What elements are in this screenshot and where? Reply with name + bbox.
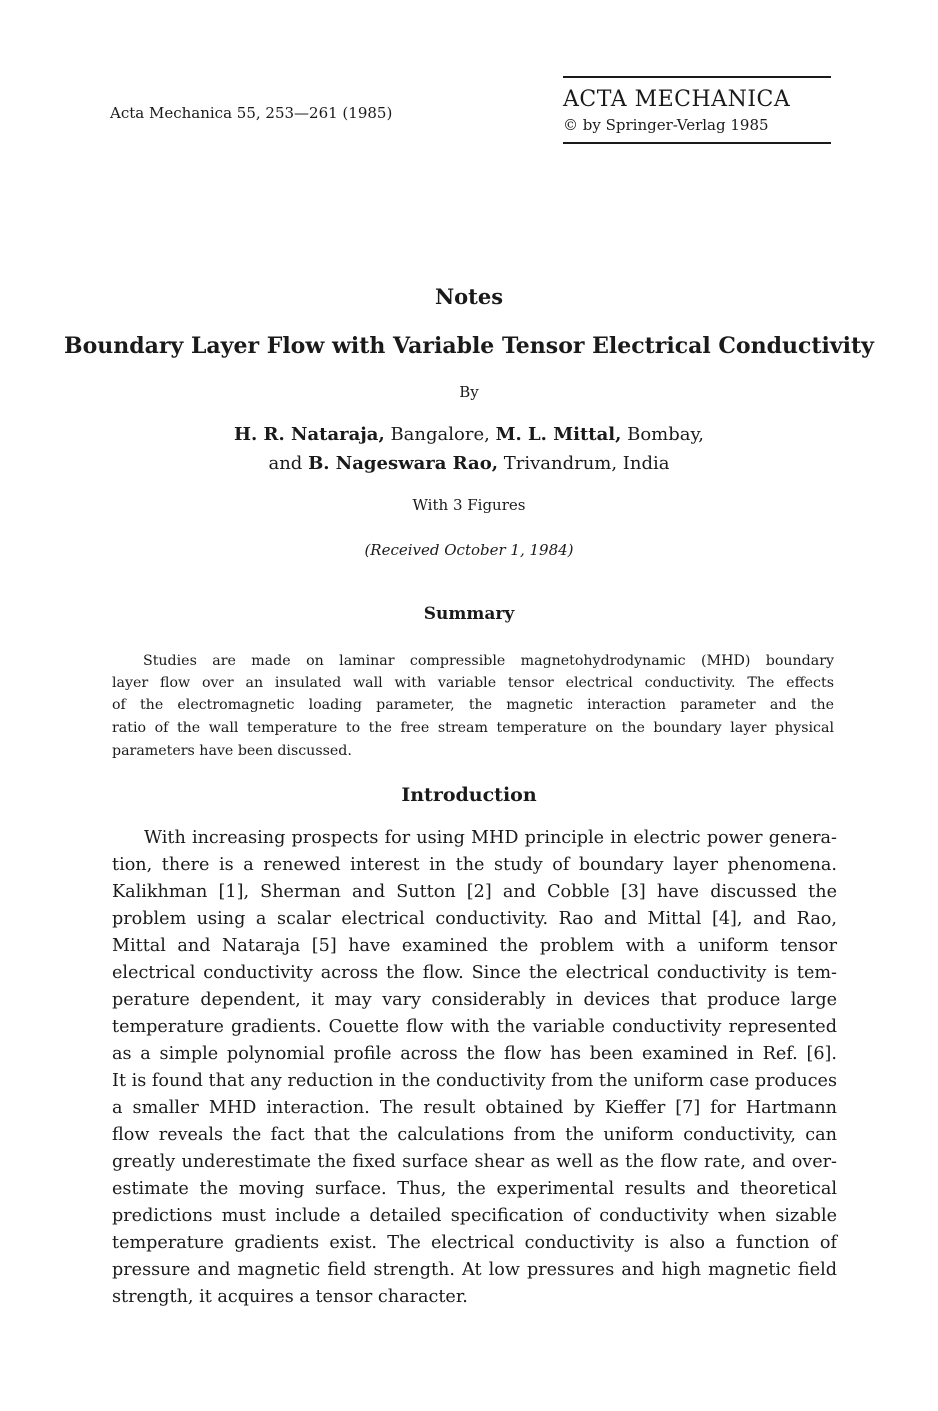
copyright-line: © by Springer-Verlag 1985: [563, 116, 769, 134]
summary-line: layer flow over an insulated wall with variable tensor electrical conductivity. The effects: [112, 675, 834, 691]
intro-line: temperature gradients. Couette flow with the variable conductivity represented: [112, 1017, 837, 1037]
journal-reference: Acta Mechanica 55, 253—261 (1985): [110, 104, 393, 122]
intro-line: electrical conductivity across the flow. Since the electrical conductivity is tem-: [112, 963, 837, 983]
intro-line: estimate the moving surface. Thus, the experimental results and theoretical: [112, 1179, 837, 1199]
section-label: Notes: [434, 284, 504, 309]
intro-line: Kalikhman [1], Sherman and Sutton [2] and Cobble [3] have discussed the: [112, 882, 837, 902]
introduction-heading: Introduction: [401, 784, 537, 806]
summary-line: ratio of the wall temperature to the free stream temperature on the boundary layer physical: [112, 720, 834, 736]
intro-line: problem using a scalar electrical conductivity. Rao and Mittal [4], and Rao,: [112, 909, 837, 929]
intro-line: flow reveals the fact that the calculations from the uniform conductivity, can: [112, 1125, 837, 1145]
intro-line: Mittal and Nataraja [5] have examined the problem with a uniform tensor: [112, 936, 837, 956]
intro-line: strength, it acquires a tensor character.: [112, 1287, 468, 1307]
masthead-bottom-rule: [563, 142, 831, 144]
author-place: Bangalore,: [384, 424, 496, 445]
intro-line: pressure and magnetic field strength. At low pressures and high magnetic field: [112, 1260, 837, 1280]
byline-label: By: [459, 383, 479, 401]
intro-line: predictions must include a detailed specification of conductivity when sizable: [112, 1206, 837, 1226]
intro-line: greatly underestimate the fixed surface shear as well as the flow rate, and over-: [112, 1152, 837, 1172]
summary-line: Studies are made on laminar compressible magnetohydrodynamic (MHD) boundary: [143, 653, 834, 669]
figures-note: With 3 Figures: [412, 496, 526, 514]
journal-name: ACTA MECHANICA: [563, 87, 791, 112]
author-place: Trivandrum, India: [497, 453, 670, 474]
author-name: B. Nageswara Rao,: [308, 453, 498, 474]
authors-line-2: [0, 453, 938, 474]
received-date: (Received October 1, 1984): [364, 541, 574, 559]
journal-masthead: [563, 76, 831, 144]
summary-line: of the electromagnetic loading parameter, the magnetic interaction parameter and the: [112, 697, 834, 713]
authors-line-1: [0, 424, 938, 445]
intro-line: perature dependent, it may vary considerably in devices that produce large: [112, 990, 837, 1010]
author-name: M. L. Mittal,: [495, 424, 622, 445]
paper-title: Boundary Layer Flow with Variable Tensor Electrical Conductivity: [64, 333, 874, 359]
intro-line: as a simple polynomial profile across the flow has been examined in Ref. [6].: [112, 1044, 837, 1064]
intro-line: tion, there is a renewed interest in the study of boundary layer phenomena.: [112, 855, 837, 875]
summary-heading: Summary: [423, 604, 515, 624]
author-place: Bombay,: [621, 424, 704, 445]
author-name: H. R. Nataraja,: [234, 424, 385, 445]
intro-line: temperature gradients exist. The electrical conductivity is also a function of: [112, 1233, 837, 1253]
author-conjunction: and: [268, 453, 309, 474]
intro-line: With increasing prospects for using MHD principle in electric power genera-: [144, 828, 837, 848]
summary-line: parameters have been discussed.: [112, 743, 352, 759]
intro-line: a smaller MHD interaction. The result obtained by Kieffer [7] for Hartmann: [112, 1098, 837, 1118]
intro-line: It is found that any reduction in the conductivity from the uniform case produces: [112, 1071, 837, 1091]
